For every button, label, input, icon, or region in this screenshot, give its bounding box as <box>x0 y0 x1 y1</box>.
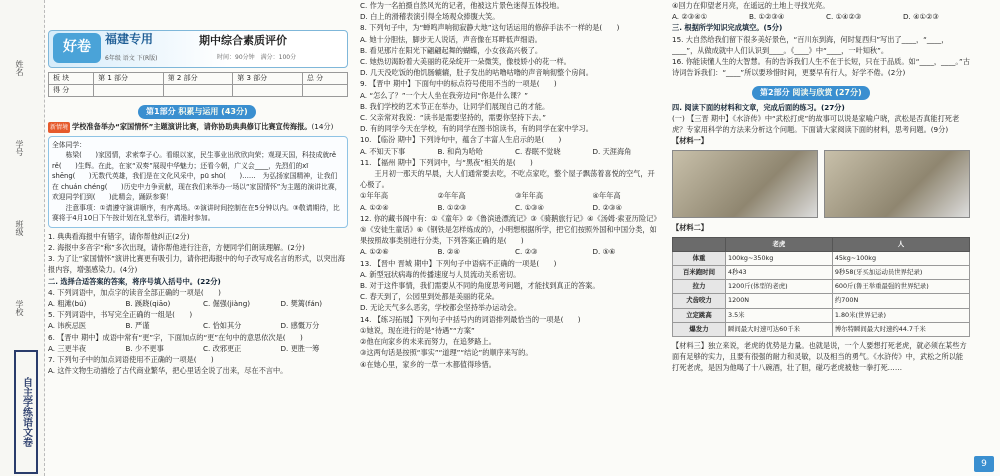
score-input-cell[interactable] <box>94 85 164 97</box>
option[interactable]: B. 严谨 <box>125 321 150 331</box>
material-1-label: 【材料一】 <box>672 136 708 146</box>
poster-line: 栋梁( )家园情，求索奉子心。看眼以家，民生事业出欣欣向荣；观现天国，科技成就rě rě( )生辉。在此，在家“双奏”展现中华魅力；还看今朝，广义会____，先烈们的xī shēng( )无数代英雄，我们是在文化风采中，pū shū( )…… 为弘扬家国精神，让我们在 chuán chéng( )历史中力争贡献，现在我们来举办一场以“家国情怀”为主题的演讲比赛，欢迎同学们到( )此精会，踊跃参赛！ <box>52 151 342 202</box>
table-row: 体重 100kg~350kg 45kg~100kg <box>673 251 970 265</box>
option[interactable]: D. ⑤⑥ <box>592 247 616 257</box>
q10-options <box>360 146 660 157</box>
score-header-cell: 第 1 部分 <box>94 73 164 85</box>
section-3-title: 三. 根据所学知识完成填空。(5分) <box>672 23 783 33</box>
id-label: 学号 <box>15 140 24 156</box>
score-input-cell[interactable] <box>163 85 233 97</box>
option[interactable]: C. 倔强(jiàng) <box>203 299 251 309</box>
material-3-text: 【材料三】独立来说，老虎的优势是力量。也就是说，一个人要想打死老虎，就必须在某些方面有足够的实力，且要有很强的耐力和灵敏，以及相当的勇气。《水浒传》中，武松之所以能打死老虎，是因为他喝了十八碗酒，壮了胆，碰巧老虎被他一拳打死…… <box>672 341 967 373</box>
question-9: 9. 【晋中 期中】下面句中的标点符号使用不当的一项是( ) <box>360 79 557 89</box>
question-11: 11. 【福州 期中】下列词中，与“黑夜”相关的是( ) <box>360 157 533 167</box>
q14-line: ④回力在仰望老月亮，在遥远的土地上寻找光亮。 <box>672 1 830 10</box>
binding-margin <box>0 0 45 476</box>
option[interactable]: A. 新型冠状病毒的传播速度与人员流动关系密切。 <box>360 269 521 279</box>
option[interactable]: B. 看见那片在阳光下翩翩起舞的蝴蝶，小女孩高兴极了。 <box>360 45 543 55</box>
option[interactable]: D. 白上的滑稽表演引得全场观众捧腹大笑。 <box>360 12 500 22</box>
q11-items <box>360 190 660 201</box>
q14-line: ④在她心里，家乡的一草一木都值得珍惜。 <box>360 359 496 369</box>
question-2: 2. 海报中多音字“称”多次出现，请你帮他进行注音，方便同学们朗读理解。(2分) <box>48 243 305 253</box>
question-10: 10. 【临汾 期中】下列诗句中，蕴含了丰富人生启示的是( ) <box>360 135 562 145</box>
section-2-title: 二. 选择合适答案的答案，将序号填入括号中。(22分) <box>48 276 221 286</box>
item: ①年年高 <box>360 191 389 201</box>
q14-line: ③这两句话是按照“事实”“道理”“结论”的顺序来写的。 <box>360 348 533 358</box>
question-4: 4. 下列词语中，加点字的读音全部正确的一项是( ) <box>48 287 221 297</box>
poster-box <box>48 136 348 228</box>
column-left <box>48 0 348 476</box>
comparison-table <box>672 237 970 337</box>
table-row: 犬齿咬力 1200N 约700N <box>673 294 970 308</box>
brand-logo: 好卷 <box>53 33 101 63</box>
question-12: 12. 你的藏书阁中有：①《童年》②《鲁滨逊漂流记》③《骑鹅旅行记》④《汤姆·索亚历险记》⑤《安徒生童话》⑥《钢铁是怎样炼成的》，小明想根据所学，把它们按照外国和中国分类，如果按照故事类别进行分类，下列答案正确的是( ) <box>360 213 657 246</box>
option[interactable]: A. ①②⑥ <box>360 247 389 257</box>
q5-options <box>48 320 348 331</box>
item: ②年年高 <box>437 191 466 201</box>
option[interactable]: D. 几天没吃饭的他饥肠辘辘，肚子发出的咕噜咕噜的声音响彻整个房间。 <box>360 68 593 78</box>
school-label: 学校 <box>15 300 24 316</box>
table-row: 拉力 1200斤(体型的老虎) 600斤(鲁王举重最强的世界纪录) <box>673 280 970 294</box>
score-header-cell: 第 2 部分 <box>163 73 233 85</box>
option[interactable]: A. ①②④ <box>360 202 389 212</box>
edition-label: 福建专用 <box>105 32 154 46</box>
task-tag: 新情境 <box>48 122 70 133</box>
q11-passage: 王月初一那天的早晨，大人们通常要去吃，不吃点家吃，整个屋子飘荡着喜悦的空气，开心极了。 <box>360 169 655 190</box>
q14-line: ②他在向家乡的未来而努力，在追梦路上。 <box>360 337 496 347</box>
reading-title: 四. 阅读下面的材料和文章，完成后面的练习。(27分) <box>672 102 845 112</box>
option[interactable]: D. 感慨万分 <box>280 321 320 331</box>
reading-intro: (一) 【三晋 期中】《水浒传》中“武松打虎”的故事可以说是家喻户晓，武松是否真能打死老虎？专家用科学的方法来分析这个问题。下面请大家阅读下面的材料，思考问题。(9分) <box>672 113 960 135</box>
page-number: 9 <box>974 456 994 472</box>
option[interactable]: B. ②④ <box>437 247 460 257</box>
option[interactable]: A. 三更半夜 <box>48 343 87 353</box>
question-7: 7. 下列句子中的加点词语使用不正确的一项是( ) <box>48 355 214 365</box>
option[interactable]: B. 我们学校的艺术节正在举办，让同学们展现自己的才能。 <box>360 101 550 111</box>
question-6: 6. 【晋中 期中】成语中常有“更”字，下面加点的“更”在句中的意思依次是( ) <box>48 332 303 342</box>
part2-banner <box>752 86 870 99</box>
poster-line: 全体同学： <box>52 140 86 149</box>
poster-line: 注意事项：①请遵守演讲顺序，有序离场。②演讲时间控制在在5分钟以内。③敬请期待，比赛将于4月10日下午按计划在礼堂举行，请准时参加。 <box>52 203 340 223</box>
part2-title: 阅读与欣赏 <box>792 88 833 98</box>
score-input-cell[interactable] <box>302 85 347 97</box>
option[interactable]: A. 不知天下事 <box>360 146 406 156</box>
option[interactable]: C. 恰如其分 <box>203 321 242 331</box>
question-5: 5. 下列词语中，书写完全正确的一组是( ) <box>48 310 193 320</box>
subedition-label: 6年级 语文 下(R版) <box>105 55 158 62</box>
column-right <box>672 0 970 476</box>
option[interactable]: D. ④①②③ <box>903 12 939 22</box>
part2-label: 第2部分 <box>760 88 790 98</box>
score-header-cell: 第 3 部分 <box>233 73 303 85</box>
material-2-label: 【材料二】 <box>672 223 708 233</box>
item: ④年年高 <box>592 191 621 201</box>
option[interactable]: A. 讳疾忌医 <box>48 321 87 331</box>
column-middle <box>360 0 660 476</box>
part1-title: 积累与运用 <box>178 107 219 117</box>
option[interactable]: C. 她热切渴盼着大美丽的花朵绽开一朵微笑，像枝娇小的花一样。 <box>360 57 571 67</box>
page-title: 期中综合素质评价 <box>199 34 287 47</box>
question-7-option-a[interactable]: A. 这件文物生动描绘了古代商业繁华，把心里话全说了出来，尽在不言中。 <box>48 366 288 376</box>
option[interactable]: C. ①③④ <box>515 202 544 212</box>
score-header-cell: 总 分 <box>302 73 347 85</box>
table-header <box>673 237 726 251</box>
option[interactable]: A. ②③④① <box>672 12 708 22</box>
q12-choices <box>360 246 660 257</box>
exam-header <box>48 30 348 68</box>
question-1: 1. 典典看海报中有错字，请你帮他纠正(2分) <box>48 231 190 241</box>
table-row: 百米跑时间 4秒43 9秒58(牙买加运动员世界纪录) <box>673 266 970 280</box>
tiger-photo <box>824 150 970 218</box>
question-14: 14. 【练习拓展】下列句子中括号内的词语排列最恰当的一项是( ) <box>360 314 581 324</box>
tiger-photo <box>672 150 818 218</box>
option[interactable]: B. 和尚为哈哈 <box>437 146 483 156</box>
option[interactable]: D. ②③④ <box>592 202 622 212</box>
question-13: 13. 【晋中 晋城 期中】下列句子中语病不正确的一项是( ) <box>360 258 557 268</box>
table-row: 爆发力 瞬间最大时速可达60千米 博尔特瞬间最大时速约44.7千米 <box>673 322 970 336</box>
question-8: 8. 下列句子中，为“蝉鸣声响彻寂静大地”这句话运用的修辞手法不一样的是( ) <box>360 23 620 33</box>
option[interactable]: A. 她十分胆怯，脚步无人说话，声音像在耳畔低声细语。 <box>360 34 542 44</box>
option[interactable]: B. 少不更事 <box>125 343 164 353</box>
option[interactable]: C. 作为一名拍摄自然风光的记者，他被这片景色迷得五体投地。 <box>360 1 564 10</box>
name-label: 姓名 <box>15 60 24 76</box>
part1-points: (43分) <box>221 107 248 117</box>
option[interactable]: B. 蹊跷(qiāo) <box>125 299 171 309</box>
part1-banner <box>138 105 256 118</box>
score-header-cell: 板 块 <box>49 73 94 85</box>
option[interactable]: A. “怎么了？”一个大人坐在我旁边问“你是什么课？” <box>360 90 529 100</box>
q4-options <box>48 298 348 309</box>
question-3: 3. 为了让“家国情怀”演讲比赛更有吸引力，请你把海报中的句子改写成名言的形式，以突出海报内容，增强感染力。(4分) <box>48 254 345 275</box>
option[interactable]: D. 天涯海角 <box>592 146 632 156</box>
item: ③年年高 <box>515 191 544 201</box>
table-row: 立定跳高 3.5米 1.80米(世界记录) <box>673 308 970 322</box>
score-row-label: 得 分 <box>49 85 94 97</box>
question-15: 15. 大自然给我们留下很多美好景色，“百川东到海，何时复西归”写出了____，“____，____”，从做成就中人们认识到____。《____》中“____，一叶知秋”。 <box>672 34 949 55</box>
question-16: 16. 你能读懂人生的大智慧。有的告诉我们人生不在于长短，只在于品质。如“____，____。”古诗词告诉我们：“____”所以要珍惜时间，更要早有行人，好学不倦。(2分) <box>672 57 970 78</box>
part2-points: (27分) <box>835 88 862 98</box>
option[interactable]: D. 更胜一筹 <box>280 343 320 353</box>
option[interactable]: D. 无论天气多么恶劣，学校都会坚持举办运动会。 <box>360 303 522 313</box>
q14-line: ①她说，现在进行的是“待遇”“方案” <box>360 325 475 335</box>
table-header: 人 <box>832 237 969 251</box>
task1-text: 学校准备举办“家国情怀”主题演讲比赛，请你协助典典修订比赛宣传海报。 <box>72 121 312 131</box>
option[interactable]: C. ②③ <box>515 247 538 257</box>
part1-label: 第1部分 <box>146 107 176 117</box>
option[interactable]: C. 改邪更正 <box>203 343 242 353</box>
option[interactable]: D. 有的同学今天在学校，有的同学在图书馆读书，有的同学在家中学习。 <box>360 124 593 134</box>
option[interactable]: A. 粗滩(bú) <box>48 299 87 309</box>
q14-choices <box>672 11 970 22</box>
q11-choices <box>360 202 660 213</box>
option[interactable]: D. 樊篱(fán) <box>280 299 323 309</box>
table-header: 老虎 <box>726 237 833 251</box>
score-table <box>48 72 348 97</box>
option[interactable]: C. 父亲常对我说：“读书是需要坚持的，需要你坚持下去。” <box>360 113 546 123</box>
q6-options <box>48 343 348 354</box>
option[interactable]: C. 春天到了，公园里到处都是美丽的花朵。 <box>360 292 499 302</box>
task1-points: (14分) <box>311 121 334 131</box>
score-input-cell[interactable] <box>233 85 303 97</box>
option[interactable]: C. 春眠不觉晓 <box>515 146 561 156</box>
gutter-brand: 自主学练语文卷 <box>14 350 38 474</box>
material-1-images <box>672 150 970 218</box>
option[interactable]: C. ①④②③ <box>826 12 862 22</box>
option[interactable]: B. ①②③ <box>437 202 467 212</box>
class-label: 班级 <box>15 220 24 236</box>
exam-meta: 时间：90分钟 满分：100分 <box>217 54 297 61</box>
option[interactable]: B. 对于这件事情，我们需要从不同的角度思考问题，才能找到真正的答案。 <box>360 281 600 291</box>
option[interactable]: B. ①②③④ <box>749 12 785 22</box>
